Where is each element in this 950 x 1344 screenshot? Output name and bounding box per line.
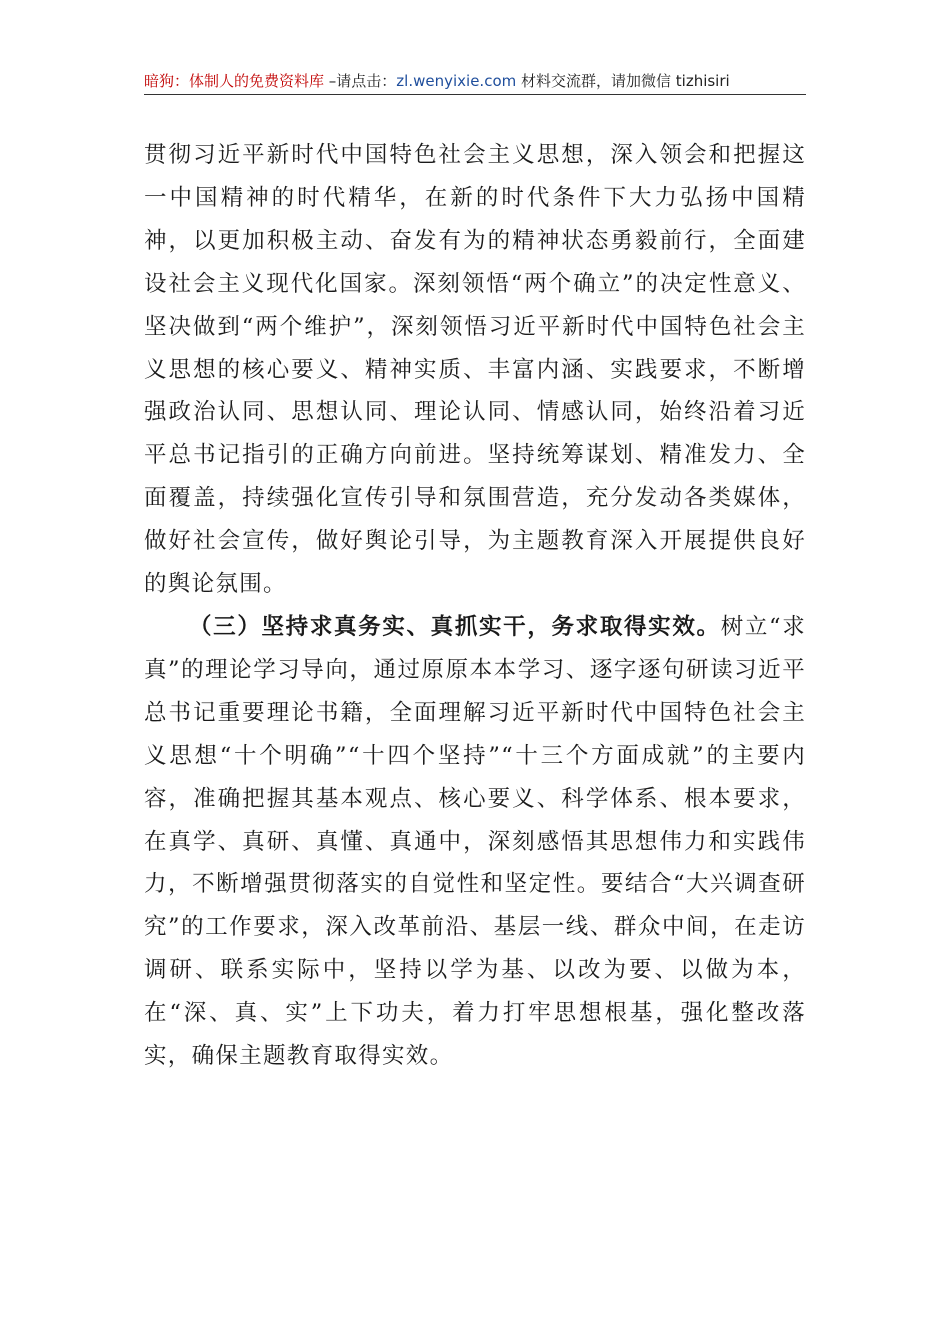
- paragraph-section-three: [144, 606, 806, 1078]
- paragraph-continuation: 贯彻习近平新时代中国特色社会主义思想，深入领会和把握这一中国精神的时代精华，在新的时代条件下大力弘扬中国精神，以更加积极主动、奋发有为的精神状态勇毅前行，全面建设社会主义现代化国家。深刻领悟“两个确立”的决定性意义、坚决做到“两个维护”，深刻领悟习近平新时代中国特色社会主义思想的核心要义、精神实质、丰富内涵、实践要求，不断增强政治认同、思想认同、理论认同、情感认同，始终沿着习近平总书记指引的正确方向前进。坚持统筹谋划、精准发力、全面覆盖，持续强化宣传引导和氛围营造，充分发动各类媒体，做好社会宣传，做好舆论引导，为主题教育深入开展提供良好的舆论氛围。: [144, 142, 806, 598]
- header-click-prompt: –请点击：: [324, 72, 397, 90]
- document-body: [144, 134, 806, 1078]
- header-brand: 暗狗：体制人的免费资料库: [144, 72, 325, 90]
- page-header: [144, 70, 806, 95]
- section-three-heading: （三）坚持求真务实、真抓实干，务求取得实效。: [189, 613, 721, 640]
- header-url-link[interactable]: zl.wenyixie.com: [396, 72, 517, 90]
- section-three-body: 树立“求真”的理论学习导向，通过原原本本学习、逐字逐句研读习近平总书记重要理论书籍，全面理解习近平新时代中国特色社会主义思想“十个明确”“十四个坚持”“十三个方面成就”的主要内容，准确把握其基本观点、核心要义、科学体系、根本要求，在真学、真研、真懂、真通中，深刻感悟其思想伟力和实践伟力，不断增强贯彻落实的自觉性和坚定性。要结合“大兴调查研究”的工作要求，深入改革前沿、基层一线、群众中间，在走访调研、联系实际中，坚持以学为基、以改为要、以做为本，在“深、真、实”上下功夫，着力打牢思想根基，强化整改落实，确保主题教育取得实效。: [144, 613, 806, 1070]
- header-wechat-note: 材料交流群，请加微信 tizhisiri: [516, 72, 730, 90]
